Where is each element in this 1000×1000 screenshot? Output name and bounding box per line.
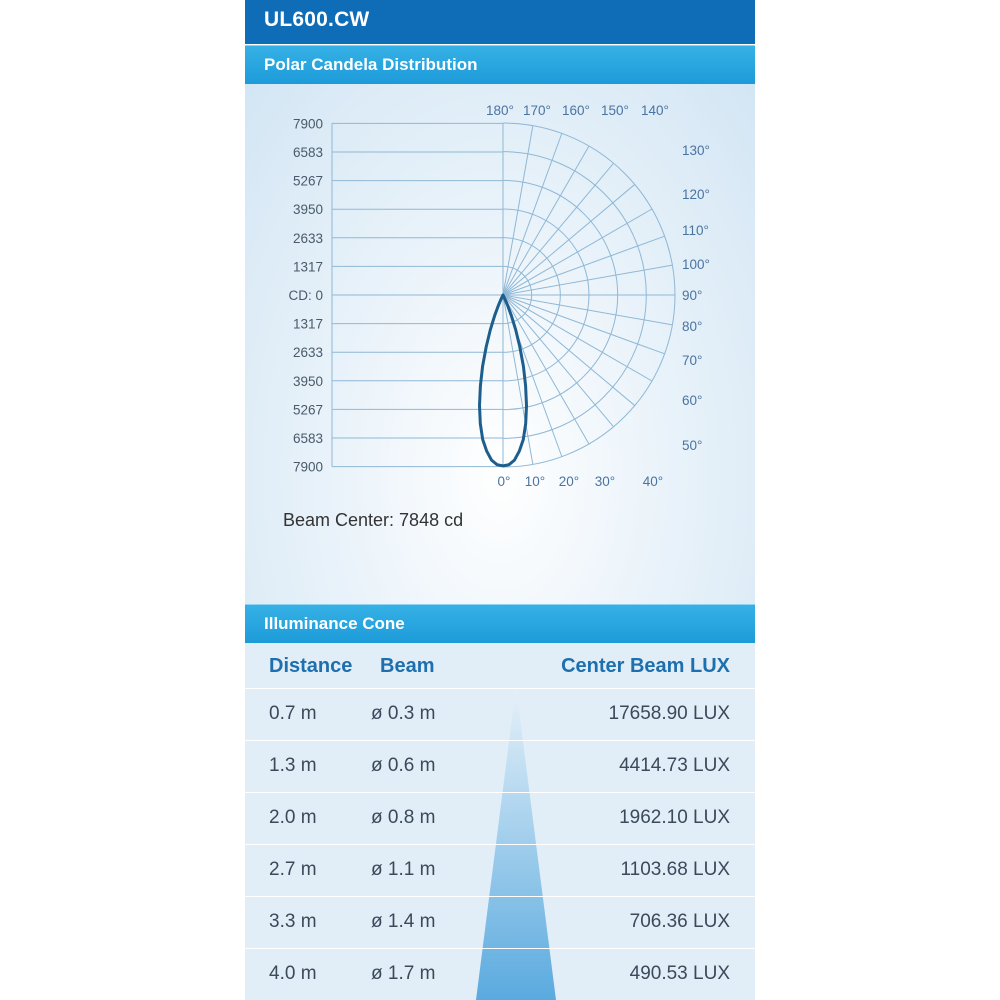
angle-label-right: 70°: [682, 353, 703, 368]
cell-beam: ø 0.8 m: [371, 807, 436, 828]
angle-label-top: 170°: [523, 103, 551, 118]
spec-panel: [245, 0, 755, 1000]
candela-tick-label: 2633: [292, 345, 323, 361]
beam-center-label: Beam Center: 7848 cd: [283, 510, 464, 530]
angle-label-bottom: 0°: [497, 474, 511, 489]
angle-label-right: 120°: [682, 187, 710, 202]
cone-section-bar: [245, 604, 755, 643]
cell-distance: 1.3 m: [269, 755, 317, 776]
cell-beam: ø 0.6 m: [371, 755, 436, 776]
cell-lux: 4414.73 LUX: [619, 755, 730, 776]
candela-tick-label: 7900: [292, 459, 323, 475]
angle-label-right: 50°: [682, 438, 703, 453]
cell-distance: 4.0 m: [269, 963, 317, 984]
angle-label-right: 100°: [682, 257, 710, 272]
table-row: [245, 948, 755, 1000]
angle-label-right: 110°: [682, 223, 709, 238]
table-row: [245, 688, 755, 740]
candela-tick-label: 2633: [292, 230, 323, 246]
angle-label-right: 90°: [682, 288, 703, 303]
column-header-beam: Beam: [380, 655, 435, 677]
row-divider: [245, 740, 755, 741]
candela-tick-label: 1317: [292, 316, 323, 332]
cell-lux: 490.53 LUX: [629, 963, 730, 984]
angle-label-top: 180°: [486, 103, 514, 118]
angle-label-bottom: 10°: [524, 474, 546, 489]
cell-beam: ø 0.3 m: [371, 703, 436, 724]
row-divider: [245, 948, 755, 949]
cell-lux: 17658.90 LUX: [608, 703, 730, 724]
cell-beam: ø 1.1 m: [371, 859, 436, 880]
candela-tick-label: 7900: [292, 116, 323, 132]
candela-tick-label: 6583: [292, 145, 323, 160]
cell-beam: ø 1.7 m: [371, 963, 436, 984]
polar-candela-chart: [245, 84, 755, 504]
row-divider: [245, 896, 755, 897]
row-divider: [245, 792, 755, 793]
cell-distance: 2.0 m: [269, 807, 317, 828]
angle-label-right: 130°: [682, 143, 710, 158]
table-row: [245, 792, 755, 844]
angle-label-bottom: 30°: [594, 474, 616, 489]
table-row: [245, 896, 755, 948]
candela-tick-label: 3950: [292, 373, 323, 389]
cell-beam: ø 1.4 m: [371, 911, 436, 932]
candela-tick-label: 5267: [292, 173, 323, 189]
table-row: [245, 740, 755, 792]
cell-distance: 2.7 m: [269, 859, 317, 880]
angle-label-bottom: 40°: [642, 474, 664, 489]
polar-section-bar: [245, 45, 755, 84]
angle-label-top: 150°: [601, 103, 629, 118]
angle-label-bottom: 20°: [558, 474, 580, 489]
candela-tick-label: 1317: [292, 259, 323, 275]
cell-lux: 1962.10 LUX: [619, 807, 730, 828]
angle-label-top: 140°: [641, 103, 669, 118]
cone-section-title: Illuminance Cone: [264, 614, 405, 633]
candela-tick-label: CD: 0: [288, 288, 323, 303]
row-divider: [245, 688, 755, 689]
cell-distance: 0.7 m: [269, 703, 317, 724]
angle-label-right: 80°: [682, 319, 703, 334]
polar-section-title: Polar Candela Distribution: [264, 55, 478, 74]
row-divider: [245, 844, 755, 845]
column-header-distance: Distance: [269, 655, 353, 677]
cell-distance: 3.3 m: [269, 911, 317, 932]
column-header-lux: Center Beam LUX: [561, 655, 730, 677]
candela-tick-label: 6583: [292, 431, 323, 446]
cell-lux: 1103.68 LUX: [620, 859, 730, 880]
cell-lux: 706.36 LUX: [629, 911, 730, 932]
table-row: [245, 844, 755, 896]
angle-label-top: 160°: [562, 103, 590, 118]
angle-label-right: 60°: [682, 393, 703, 408]
product-title: UL600.CW: [264, 8, 370, 31]
candela-tick-label: 3950: [292, 202, 323, 218]
header-bar: [245, 0, 755, 44]
candela-tick-label: 5267: [292, 402, 323, 418]
